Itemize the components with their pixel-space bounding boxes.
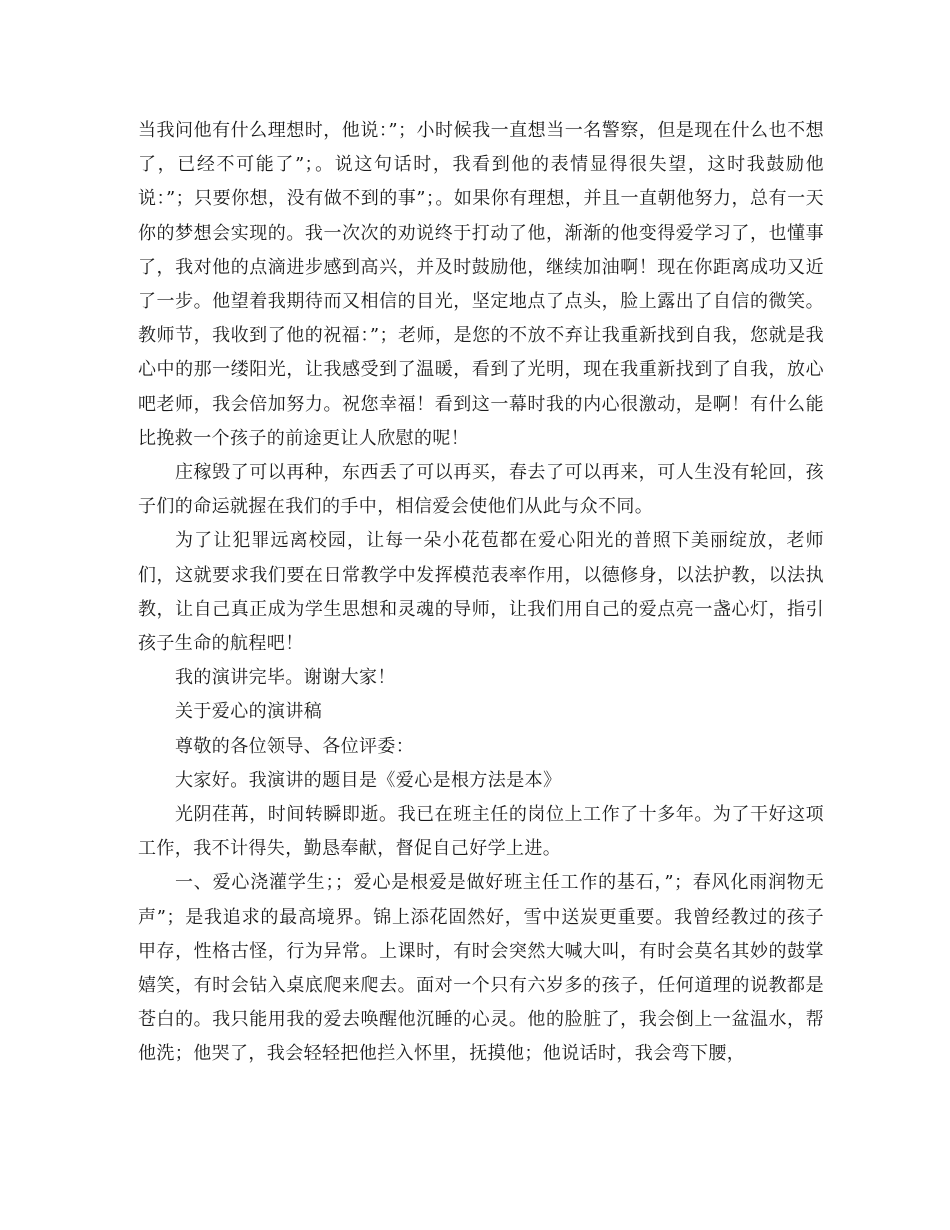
closing-line: 我的演讲完毕。谢谢大家！ xyxy=(175,667,396,689)
greeting-line: 大家好。我演讲的题目是《爱心是根方法是本》 xyxy=(175,769,562,791)
paragraph-1: 当我问他有什么理想时，他说：”；小时候我一直想当一名警察，但是现在什么也不想了，已经不可能了”；。说这句话时，我看到他的表情显得很失望，这时我鼓励他说：”；只要你想，没有做不到的事”；。如果你有理想，并且一直朝他努力，总有一天你的梦想会实现的。我一次次的劝说终于打动了他，渐渐的他变得爱学习了，也懂事了，我对他的点滴进步感到高兴，并及时鼓励他，继续加油啊！现在你距离成功又近了一步。他望着我期待而又相信的目光，坚定地点了点头，脸上露出了自信的微笑。教师节，我收到了他的祝福：”；老师，是您的不放不弃让我重新找到自我，您就是我心中的那一缕阳光，让我感受到了温暖，看到了光明，现在我重新找到了自我，放心吧老师，我会倍加努力。祝您幸福！看到这一幕时我的内心很激动，是啊！有什么能比挽救一个孩子的前途更让人欣慰的呢！ xyxy=(138,120,824,449)
paragraph-intro: 光阴荏苒，时间转瞬即逝。我已在班主任的岗位上工作了十多年。为了干好这项工作，我不计得失，勤恳奉献，督促自己好学上进。 xyxy=(138,804,824,860)
paragraph-3: 为了让犯罪远离校园，让每一朵小花苞都在爱心阳光的普照下美丽绽放，老师们，这就要求我们要在日常教学中发挥模范表率作用，以德修身，以法护教，以法执教，让自己真正成为学生思想和灵魂的导师，让我们用自己的爱点亮一盏心灯，指引孩子生命的航程吧！ xyxy=(138,530,824,655)
paragraph-section-1: 一、爱心浇灌学生；；爱心是根爱是做好班主任工作的基石，”；春风化雨润物无声”；是我追求的最高境界。锦上添花固然好，雪中送炭更重要。我曾经教过的孩子甲存，性格古怪，行为异常。上课时，有时会突然大喊大叫，有时会莫名其妙的鼓掌嬉笑，有时会钻入桌底爬来爬去。面对一个只有六岁多的孩子，任何道理的说教都是苍白的。我只能用我的爱去唤醒他沉睡的心灵。他的脸脏了，我会倒上一盆温水，帮他洗；他哭了，我会轻轻把他拦入怀里，抚摸他；他说话时，我会弯下腰， xyxy=(138,872,824,1065)
paragraph-2: 庄稼毁了可以再种，东西丢了可以再买，春去了可以再来，可人生没有轮回，孩子们的命运就握在我们的手中，相信爱会使他们从此与众不同。 xyxy=(138,462,824,518)
salutation: 尊敬的各位领导、各位评委： xyxy=(175,735,415,757)
speech-title: 关于爱心的演讲稿 xyxy=(175,701,323,723)
document-body xyxy=(138,114,824,1072)
